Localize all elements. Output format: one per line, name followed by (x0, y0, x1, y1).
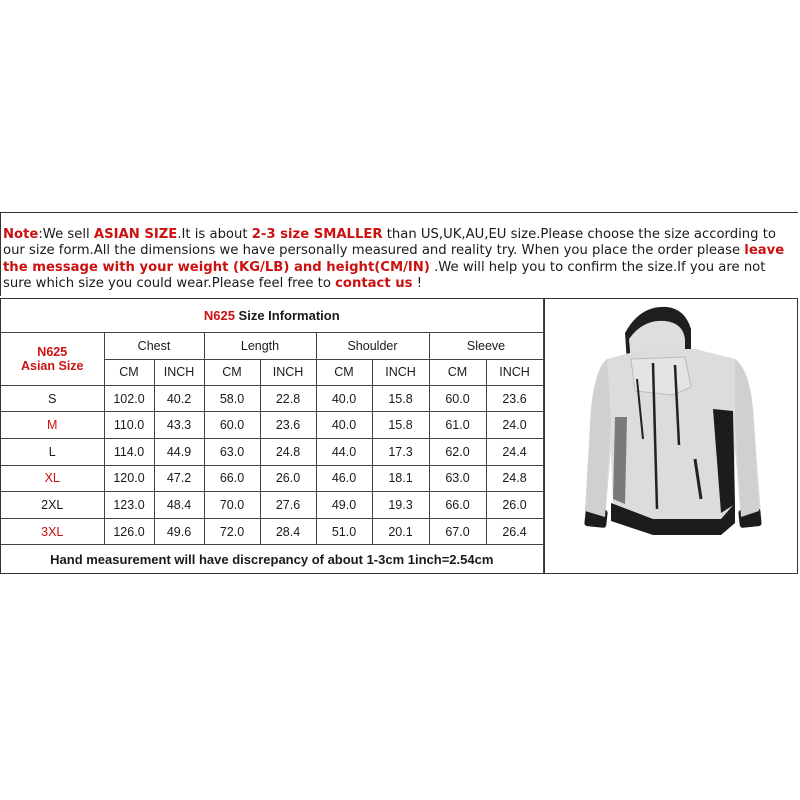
table-cell: 44.9 (154, 439, 204, 466)
size-label: XL (1, 465, 104, 492)
table-cell: 27.6 (260, 492, 316, 519)
note-text: than US,UK,AU,EU size.Please choose the size according to our size form.All the dimensions we have personally measured and reality try. When you place the order please (3, 227, 776, 259)
size-label: L (1, 439, 104, 466)
table-cell: 70.0 (204, 492, 260, 519)
title-code: N625 (203, 307, 235, 323)
table-cell: 47.2 (154, 465, 204, 492)
table-row (1, 412, 543, 439)
title-text: Size Information (234, 307, 340, 323)
table-row (1, 492, 543, 519)
col-shoulder: Shoulder (316, 332, 429, 359)
table-cell: 15.8 (372, 385, 429, 412)
table-cell: 120.0 (104, 465, 154, 492)
col-chest: Chest (104, 332, 204, 359)
table-cell: 66.0 (204, 465, 260, 492)
table-cell: 28.4 (260, 518, 316, 545)
size-corner-header (1, 332, 104, 385)
size-note (0, 212, 798, 296)
table-cell: 26.0 (260, 465, 316, 492)
size-label: 3XL (1, 518, 104, 545)
table-row (1, 385, 543, 412)
table-row (1, 465, 543, 492)
unit-header: INCH (154, 359, 204, 385)
table-footer: Hand measurement will have discrepancy of about 1-3cm 1inch=2.54cm (1, 545, 543, 573)
table-cell: 23.6 (486, 385, 543, 412)
table-cell: 24.8 (260, 439, 316, 466)
table-cell: 18.1 (372, 465, 429, 492)
table-cell: 61.0 (429, 412, 486, 439)
note-contact-us: contact us (335, 275, 413, 291)
table-cell: 126.0 (104, 518, 154, 545)
table-cell: 114.0 (104, 439, 154, 466)
size-label: S (1, 385, 104, 412)
corner-label: Asian Size (20, 358, 84, 373)
table-cell: 49.6 (154, 518, 204, 545)
size-panel (0, 298, 798, 574)
table-cell: 44.0 (316, 439, 372, 466)
table-cell: 17.3 (372, 439, 429, 466)
table-cell: 22.8 (260, 385, 316, 412)
unit-header: INCH (260, 359, 316, 385)
table-cell: 62.0 (429, 439, 486, 466)
table-cell: 26.0 (486, 492, 543, 519)
unit-header: CM (204, 359, 260, 385)
table-row (1, 518, 543, 545)
table-cell: 46.0 (316, 465, 372, 492)
note-text: .We will help you to confirm the size.If you are not sure which size you could wear.Please feel free to (3, 259, 766, 291)
note-smaller: 2-3 size SMALLER (251, 227, 383, 242)
table-cell: 67.0 (429, 518, 486, 545)
table-cell: 15.8 (372, 412, 429, 439)
table-cell: 72.0 (204, 518, 260, 545)
table-cell: 49.0 (316, 492, 372, 519)
table-cell: 110.0 (104, 412, 154, 439)
product-photo (544, 299, 798, 573)
table-cell: 23.6 (260, 412, 316, 439)
col-length: Length (204, 332, 316, 359)
unit-header: CM (316, 359, 372, 385)
note-asian-size: ASIAN SIZE (93, 227, 178, 242)
note-leave-message: leave the message with your weight (KG/LB) and height(CM/IN) (3, 243, 785, 275)
size-label: 2XL (1, 492, 104, 519)
unit-header: CM (429, 359, 486, 385)
note-text: :We sell (38, 227, 94, 242)
table-cell: 48.4 (154, 492, 204, 519)
table-cell: 63.0 (429, 465, 486, 492)
table-cell: 43.3 (154, 412, 204, 439)
table-cell: 123.0 (104, 492, 154, 519)
table-cell: 40.0 (316, 412, 372, 439)
note-text: .It is about (177, 227, 252, 242)
size-table (1, 299, 544, 573)
unit-header: INCH (372, 359, 429, 385)
col-sleeve: Sleeve (429, 332, 543, 359)
hoodie-illustration (545, 299, 798, 573)
table-cell: 51.0 (316, 518, 372, 545)
table-cell: 24.4 (486, 439, 543, 466)
table-cell: 26.4 (486, 518, 543, 545)
unit-header: INCH (486, 359, 543, 385)
table-cell: 19.3 (372, 492, 429, 519)
table-cell: 40.0 (316, 385, 372, 412)
table-title (1, 299, 543, 332)
table-cell: 63.0 (204, 439, 260, 466)
corner-code: N625 (37, 344, 68, 359)
table-cell: 60.0 (429, 385, 486, 412)
table-cell: 20.1 (372, 518, 429, 545)
table-cell: 66.0 (429, 492, 486, 519)
note-label: Note (3, 227, 39, 242)
table-cell: 60.0 (204, 412, 260, 439)
note-text: ! (412, 275, 422, 291)
table-cell: 24.8 (486, 465, 543, 492)
table-row (1, 439, 543, 466)
unit-header: CM (104, 359, 154, 385)
table-cell: 40.2 (154, 385, 204, 412)
table-cell: 58.0 (204, 385, 260, 412)
size-label: M (1, 412, 104, 439)
table-cell: 24.0 (486, 412, 543, 439)
table-cell: 102.0 (104, 385, 154, 412)
